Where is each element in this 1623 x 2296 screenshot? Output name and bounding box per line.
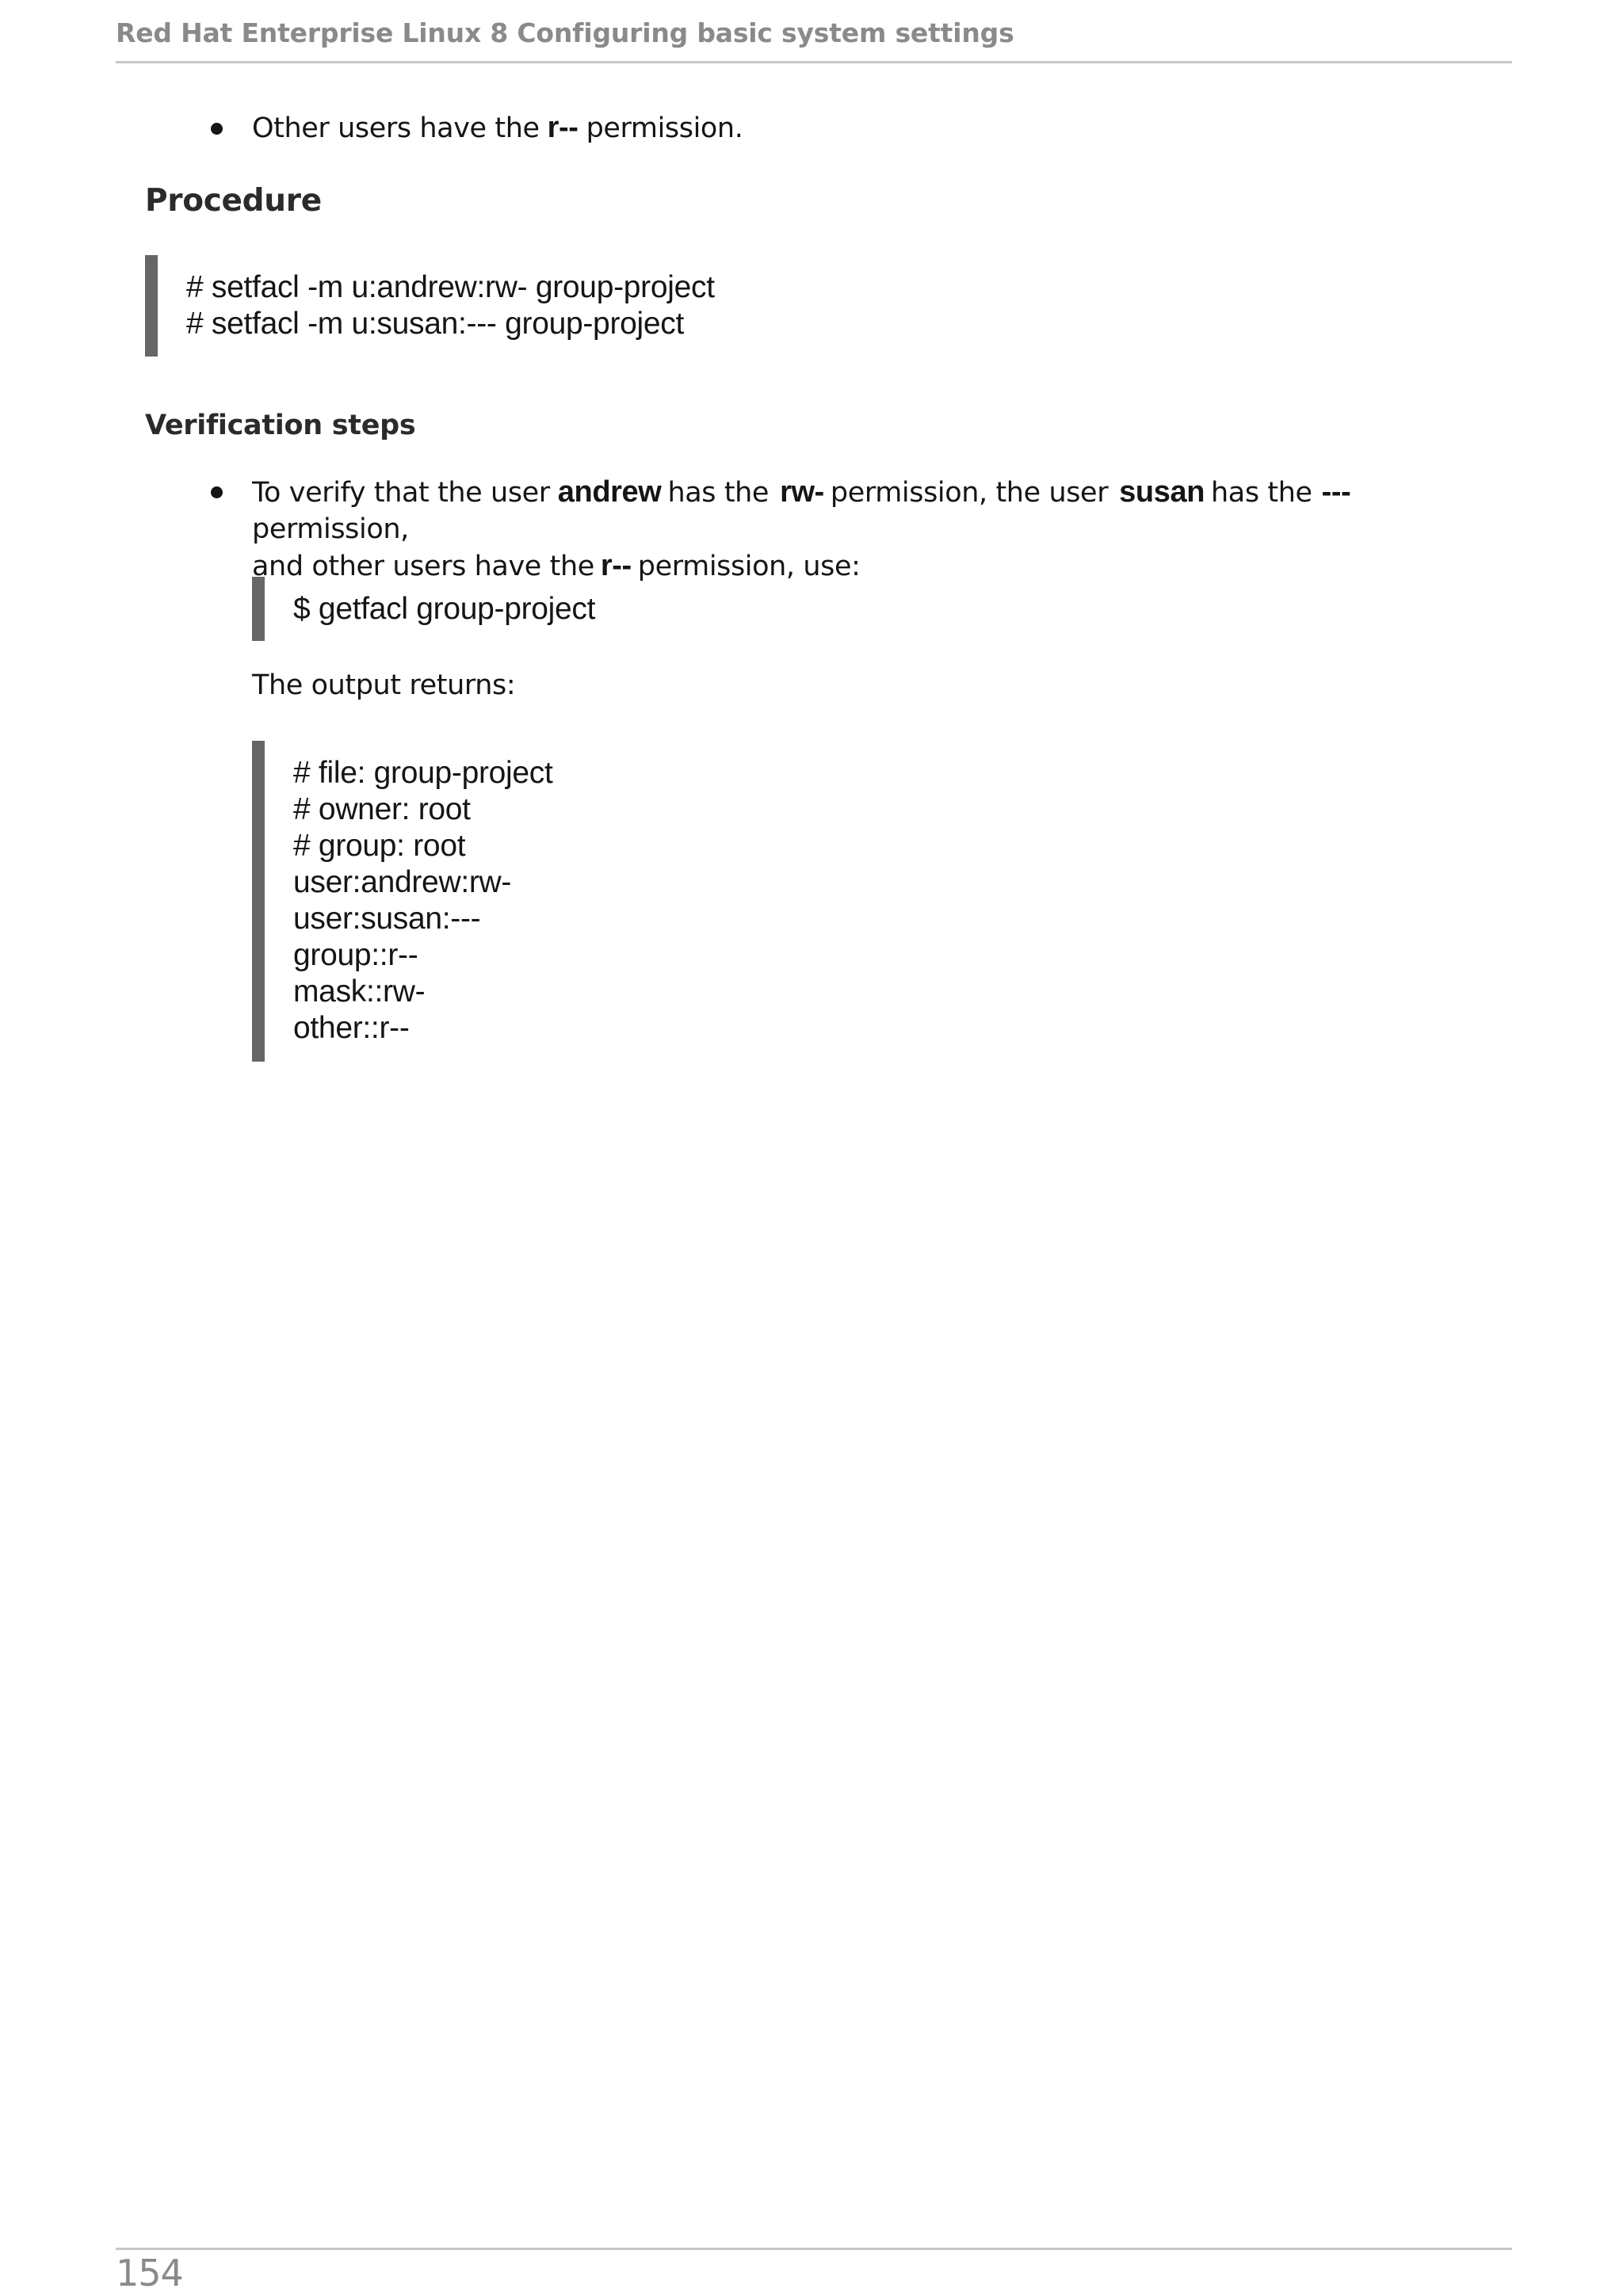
getfacl-command-block — [252, 577, 807, 641]
code-line: group::r-- — [293, 938, 418, 972]
text: permission. — [586, 113, 743, 144]
text: permission, the user — [830, 477, 1109, 509]
procedure-heading: Procedure — [145, 183, 322, 219]
intro-bullet-text — [252, 111, 743, 145]
text: Other users have the — [252, 113, 540, 144]
bullet-dot — [211, 123, 223, 135]
header-rule — [116, 61, 1512, 63]
code-line: # group: root — [293, 829, 466, 863]
code-line: # setfacl -m u:susan:--- group-project — [186, 307, 685, 341]
text: has the — [1211, 477, 1312, 509]
footer-rule — [116, 2248, 1512, 2250]
code-line: mask::rw- — [293, 974, 426, 1009]
permission-r: r-- — [600, 549, 632, 582]
text: has the — [667, 477, 769, 509]
verification-heading: Verification steps — [145, 410, 416, 441]
running-header: Red Hat Enterprise Linux 8 Configuring basic system settings — [116, 17, 1014, 48]
bullet-line-1 — [252, 474, 1512, 547]
permission-none: --- — [1321, 475, 1351, 509]
code-line: # setfacl -m u:andrew:rw- group-project — [186, 270, 715, 304]
user-susan: susan — [1119, 475, 1205, 509]
code-line: user:susan:--- — [293, 902, 481, 936]
user-andrew: andrew — [557, 475, 662, 509]
procedure-code-block — [145, 255, 779, 357]
code-line: # file: group-project — [293, 756, 553, 790]
output-label: The output returns: — [252, 669, 516, 701]
text: To verify that the user — [252, 477, 550, 509]
verification-bullet-text — [252, 474, 1512, 585]
bullet-dot — [211, 486, 223, 498]
permission-r: r-- — [547, 111, 579, 144]
code-line: other::r-- — [293, 1011, 410, 1045]
code-line: $ getfacl group-project — [293, 592, 596, 626]
code-line: user:andrew:rw- — [293, 865, 512, 899]
page-number: 154 — [116, 2252, 183, 2294]
permission-rw: rw- — [780, 475, 824, 509]
text: and other users have the — [252, 551, 594, 582]
text: permission, — [252, 513, 409, 545]
text: permission, use: — [637, 551, 861, 582]
code-line: # owner: root — [293, 792, 471, 826]
getfacl-output-block — [252, 741, 807, 1062]
